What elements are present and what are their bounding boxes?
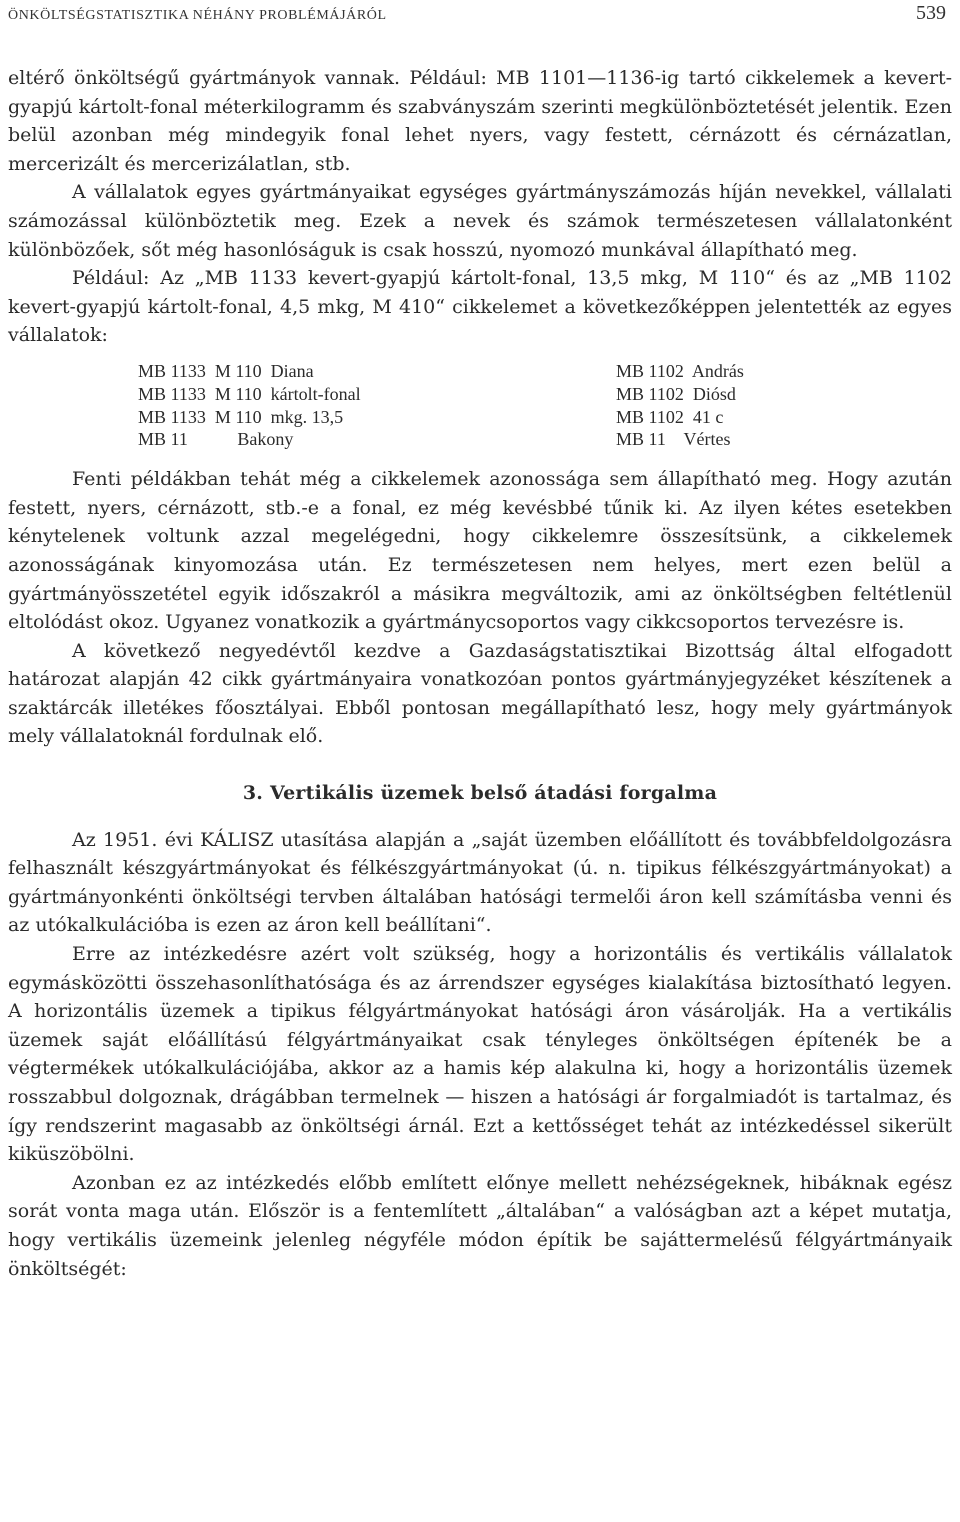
code-line: MB 11 Vértes bbox=[616, 429, 731, 450]
product-codes-table bbox=[138, 360, 838, 451]
body-text bbox=[8, 64, 952, 1283]
section-heading: 3. Vertikális üzemek belső átadási forgalma bbox=[242, 782, 718, 805]
code-line: MB 1133 M 110 kártolt-fonal bbox=[138, 383, 361, 404]
paragraphs-after-codes bbox=[8, 465, 952, 751]
page-number: 539 bbox=[916, 2, 946, 24]
codes-column-left bbox=[138, 360, 478, 451]
paragraph: Fenti példákban tehát még a cikkelemek azonossága sem állapítható meg. Hogy azután festett, nyers, cérnázott, stb.-e a fonal, ez még kevésbbé tűnik ki. Az ilyen kétes esetekben kénytelenek voltunk azzal megelégedni, hogy cikkelemre összesítsünk, a cikkelemek azonosságának kinyomozása után. Ez természetesen nem helyes, mert ezen belül a gyártmányösszetétel egyik időszakról a másikra megváltozik, ami az önköltségben feltétlenül eltolódást okoz. Ugyanez vonatkozik a gyártmánycsoportos vagy cikkcsoportos tervezésre is. bbox=[8, 468, 952, 634]
paragraph: Az 1951. évi KÁLISZ utasítása alapján a „saját üzemben előállított és továbbfeldolgozásra felhasznált készgyártmányokat és félkészgyártmányokat (ú. n. tipikus félkészgyártmányokat) a gyártmányonkénti önköltségi tervben általában hatósági termelői áron kell számításba venni és az utókalkulációba is ezen az áron kell beállítani“. bbox=[8, 828, 952, 937]
paragraphs-after-heading bbox=[8, 826, 952, 1284]
code-line: MB 1102 Diósd bbox=[616, 383, 736, 404]
code-line: MB 11 Bakony bbox=[138, 429, 294, 450]
code-line: MB 1102 41 c bbox=[616, 406, 724, 427]
paragraph: A vállalatok egyes gyártmányaikat egységes gyártmányszámozás híján nevekkel, vállalati számozással különböztetik meg. Ezek a nevek és számok természetesen vállalatonként különbözőek, sőt még hasonlóságuk is csak hosszú, nyomozó munkával állapítható meg. bbox=[8, 181, 952, 261]
code-line: MB 1133 M 110 mkg. 13,5 bbox=[138, 406, 344, 427]
code-line: MB 1102 András bbox=[616, 360, 744, 381]
codes-column-right bbox=[498, 360, 838, 451]
paragraph: Erre az intézkedésre azért volt szükség, hogy a horizontális és vertikális vállalatok egymásközötti összehasonlíthatósága és az árrendszer egységes kialakítása biztosítható legyen. A horizontális üzemek a tipikus félgyártmányokat hatósági áron vásárolják. Ha a vertikális üzemek saját előállítású félgyártmányaikat csak tényleges önköltségen építenék be a végtermékek utókalkulációjába, akkor az a hamis kép alakulna ki, hogy a horizontális üzemek rosszabbul dolgoznak, drágábban termelnek — hiszen a hatósági ár forgalmiadót is tartalmaz, és így rendszerint magasabb az önköltségi árnál. Ezt a kettősséget tehát az intézkedéssel sikerült kiküszöbölni. bbox=[8, 943, 952, 1166]
paragraph: eltérő önköltségű gyártmányok vannak. Például: MB 1101—1136-ig tartó cikkelemek a kevert-gyapjú kártolt-fonal méterkilogramm és szabványszám szerinti megkülönböztetését jelentik. Ezen belül azonban még mindegyik fonal lehet nyers, vagy festett, cérnázott és cérnázatlan, mercerizált és mercerizálatlan, stb. bbox=[8, 67, 952, 175]
running-title: ÖNKÖLTSÉGSTATISZTIKA NÉHÁNY PROBLÉMÁJÁRÓL bbox=[8, 8, 387, 23]
paragraphs-before-codes bbox=[8, 64, 952, 350]
paragraph: Azonban ez az intézkedés előbb említett előnye mellett nehézségeknek, hibáknak egész sorát vonta maga után. Először is a fentemlített „általában“ a valóságban azt a képet mutatja, hogy vertikális üzemeink jelenleg négyféle módon építik be sajáttermelésű félgyártmányaik önköltségét: bbox=[8, 1171, 952, 1280]
code-line: MB 1133 M 110 Diana bbox=[138, 360, 314, 381]
running-header bbox=[8, 0, 952, 34]
paragraph: Például: Az „MB 1133 kevert-gyapjú kártolt-fonal, 13,5 mkg, M 110“ és az „MB 1102 kevert-gyapjú kártolt-fonal, 4,5 mkg, M 410“ cikkelemet a következőképpen jelentették az egyes vállalatok: bbox=[8, 267, 952, 347]
paragraph: A következő negyedévtől kezdve a Gazdaságstatisztikai Bizottság által elfogadott határozat alapján 42 cikk gyártmányaira vonatkozóan pontos gyártmányjegyzéket készítenek a szaktárcák illetékes főosztályai. Ebből pontosan megállapítható lesz, hogy mely gyártmányok mely vállalatoknál fordulnak elő. bbox=[8, 639, 952, 748]
